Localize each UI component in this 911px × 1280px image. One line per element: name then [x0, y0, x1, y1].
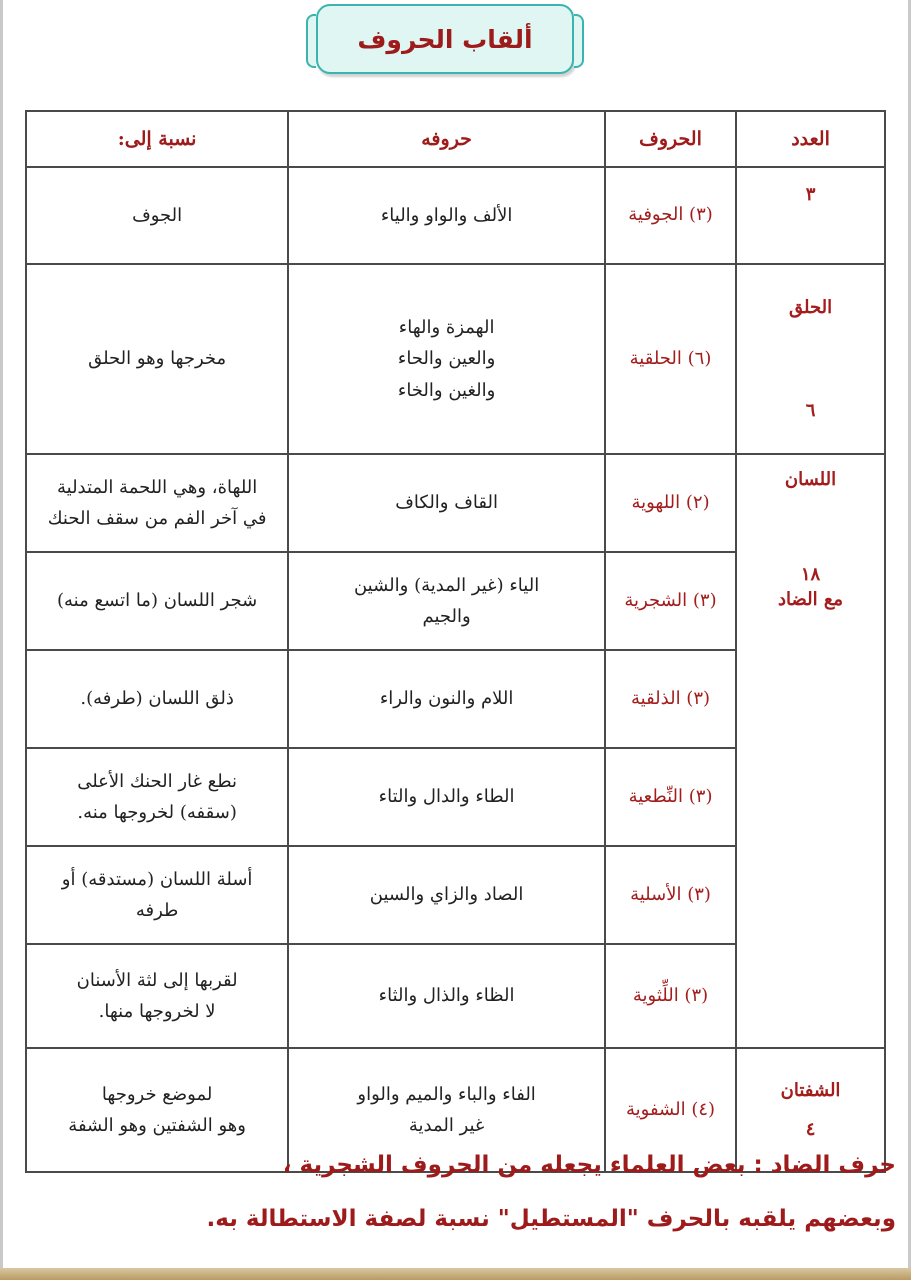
note-line-1: حرف الضاد : بعض العلماء يجعله من الحروف الشجرية ،: [282, 1152, 896, 1178]
count-cell-jawf: [736, 167, 885, 264]
letter-titles-table: [25, 110, 886, 1173]
attribution-cell: مخرجها وهو الحلق: [26, 264, 288, 454]
attribution-line: نطع غار الحنك الأعلى: [77, 770, 238, 792]
attribution-line: طرفه: [135, 900, 179, 921]
letters-cell: اللام والنون والراء: [288, 650, 605, 748]
attribution-cell: [26, 846, 288, 944]
page-title: ألقاب الحروف: [357, 24, 533, 54]
attribution-line: لموضع خروجها: [101, 1083, 213, 1105]
attribution-cell: شجر اللسان (ما اتسع منه): [26, 552, 288, 650]
letters-line: الفاء والباء والميم والواو: [357, 1083, 536, 1105]
title-cell: (٤) الشفوية: [605, 1048, 736, 1172]
letters-line: غير المدية: [408, 1115, 485, 1136]
title-cell: (٣) اللِّثوية: [605, 944, 736, 1048]
group-number: ١٨: [800, 564, 821, 585]
attribution-line: اللهاة، وهي اللحمة المتدلية: [56, 476, 258, 498]
table-row: [26, 167, 885, 264]
letters-cell: الظاء والذال والثاء: [288, 944, 605, 1048]
count-cell-lisan: [736, 454, 885, 1048]
title-cell: (٣) النِّطعية: [605, 748, 736, 846]
title-cell: (٣) الأسلية: [605, 846, 736, 944]
title-cell: (٦) الحلقية: [605, 264, 736, 454]
letters-cell: القاف والكاف: [288, 454, 605, 552]
letters-line: والجيم: [422, 606, 471, 627]
group-note: مع الضاد: [777, 589, 844, 610]
group-label: الشفتان: [780, 1080, 841, 1101]
title-cell: (٣) الذلقية: [605, 650, 736, 748]
attribution-cell: الجوف: [26, 167, 288, 264]
attribution-cell: [26, 454, 288, 552]
attribution-line: لقربها إلى لثة الأسنان: [76, 969, 238, 991]
bottom-band: [0, 1268, 911, 1280]
letters-cell: الصاد والزاي والسين: [288, 846, 605, 944]
header-attribution: نسبة إلى:: [26, 111, 288, 167]
attribution-line: (سقفه) لخروجها منه.: [77, 802, 237, 823]
group-label: اللسان: [784, 469, 837, 490]
title-cell: (٢) اللهوية: [605, 454, 736, 552]
title-banner: [316, 4, 574, 74]
letters-line: والغين والخاء: [397, 379, 496, 401]
group-number: ٤: [805, 1119, 816, 1140]
note-line-2: وبعضهم يلقبه بالحرف "المستطيل" نسبة لصفة الاستطالة به.: [206, 1206, 896, 1232]
letters-cell: [288, 264, 605, 454]
letters-cell: الطاء والدال والتاء: [288, 748, 605, 846]
table-row: [26, 264, 885, 454]
group-label: ٣: [805, 184, 816, 205]
attribution-cell: [26, 748, 288, 846]
count-cell-halq: [736, 264, 885, 454]
title-cell: (٣) الجوفية: [605, 167, 736, 264]
table-header-row: [26, 111, 885, 167]
group-label: الحلق: [789, 297, 833, 318]
title-cell: (٣) الشجرية: [605, 552, 736, 650]
attribution-line: في آخر الفم من سقف الحنك: [47, 508, 267, 529]
table-row: [26, 454, 885, 552]
left-border: [0, 0, 3, 1280]
letters-line: والعين والحاء: [397, 348, 496, 370]
attribution-line: وهو الشفتين وهو الشفة: [68, 1115, 246, 1136]
letters-cell: [288, 552, 605, 650]
attribution-cell: [26, 944, 288, 1048]
letters-cell: الألف والواو والياء: [288, 167, 605, 264]
letters-line: الياء (غير المدية) والشين: [353, 574, 540, 596]
attribution-line: لا لخروجها منها.: [98, 1001, 216, 1022]
attribution-line: أسلة اللسان (مستدقه) أو: [61, 868, 253, 890]
letters-line: الهمزة والهاء: [398, 316, 495, 338]
header-title: الحروف: [605, 111, 736, 167]
header-count: العدد: [736, 111, 885, 167]
header-letters: حروفه: [288, 111, 605, 167]
group-number: ٦: [805, 400, 816, 421]
attribution-cell: ذلق اللسان (طرفه).: [26, 650, 288, 748]
